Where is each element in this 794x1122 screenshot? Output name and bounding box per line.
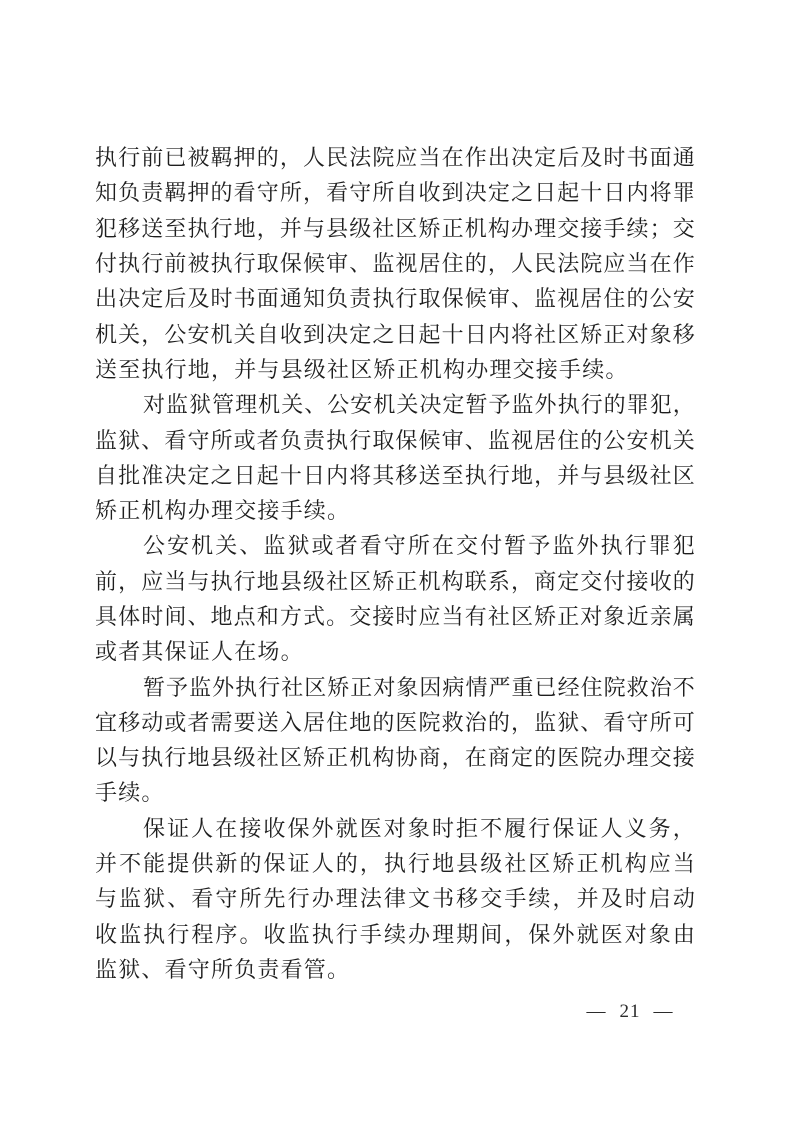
text-line: 付 执 行 前 被 执 行 取 保 候 审 、 监 视 居 住 的 ， 人 民 法 院 应 当 在 作	[95, 251, 695, 277]
text-line: 收 监 执 行 程 序 。 收 监 执 行 手 续 办 理 期 间 ， 保 外 就 医 对 象 由	[95, 921, 695, 947]
page-footer	[560, 1001, 700, 1023]
footer-dash-left: —	[586, 1001, 607, 1022]
text-line: 保 证 人 在 接 收 保 外 就 医 对 象 时 拒 不 履 行 保 证 人 义 务 ，	[143, 815, 695, 841]
text-line: 执 行 前 已 被 羁 押 的 ， 人 民 法 院 应 当 在 作 出 决 定 后 及 时 书 面 通	[95, 145, 695, 171]
text-line: 以 与 执 行 地 县 级 社 区 矫 正 机 构 协 商 ， 在 商 定 的 医 院 办 理 交 接	[95, 745, 695, 771]
footer-dash-right: —	[653, 1001, 674, 1022]
text-line: 矫正机构办理交接手续。	[95, 498, 351, 524]
text-line: 公 安 机 关 、 监 狱 或 者 看 守 所 在 交 付 暂 予 监 外 执 行 罪 犯	[143, 533, 695, 559]
text-line: 出 决 定 后 及 时 书 面 通 知 负 责 执 行 取 保 候 审 、 监 视 居 住 的 公 安	[95, 286, 695, 312]
text-line: 对 监 狱 管 理 机 关 、 公 安 机 关 决 定 暂 予 监 外 执 行 的 罪 犯 ，	[143, 392, 695, 418]
text-line: 或者其保证人在场。	[95, 639, 304, 665]
text-line: 犯 移 送 至 执 行 地 ， 并 与 县 级 社 区 矫 正 机 构 办 理 交 接 手 续 ； 交	[95, 215, 695, 241]
text-line: 送至执行地，并与县级社区矫正机构办理交接手续。	[95, 356, 629, 382]
text-line: 监 狱 、 看 守 所 或 者 负 责 执 行 取 保 候 审 、 监 视 居 住 的 公 安 机 关	[95, 427, 695, 453]
text-line: 手续。	[95, 780, 165, 806]
page-number: 21	[619, 1001, 641, 1022]
text-line: 与 监 狱 、 看 守 所 先 行 办 理 法 律 文 书 移 交 手 续 ， 并 及 时 启 动	[95, 886, 695, 912]
document-text	[95, 139, 695, 986]
text-line: 暂 予 监 外 执 行 社 区 矫 正 对 象 因 病 情 严 重 已 经 住 院 救 治 不	[143, 674, 695, 700]
text-line: 前 ， 应 当 与 执 行 地 县 级 社 区 矫 正 机 构 联 系 ， 商 定 交 付 接 收 的	[95, 568, 695, 594]
text-line: 自 批 准 决 定 之 日 起 十 日 内 将 其 移 送 至 执 行 地 ， 并 与 县 级 社 区	[95, 462, 695, 488]
text-line: 具 体 时 间 、 地 点 和 方 式 。 交 接 时 应 当 有 社 区 矫 正 对 象 近 亲 属	[95, 604, 695, 629]
text-line: 并 不 能 提 供 新 的 保 证 人 的 ， 执 行 地 县 级 社 区 矫 正 机 构 应 当	[95, 851, 695, 877]
text-line: 监狱、看守所负责看管。	[95, 956, 351, 982]
text-line: 知 负 责 羁 押 的 看 守 所 ， 看 守 所 自 收 到 决 定 之 日 起 十 日 内 将 罪	[95, 180, 695, 206]
text-line: 宜 移 动 或 者 需 要 送 入 居 住 地 的 医 院 救 治 的 ， 监 狱 、 看 守 所 可	[95, 709, 695, 735]
text-line: 机 关 ， 公 安 机 关 自 收 到 决 定 之 日 起 十 日 内 将 社 区 矫 正 对 象 移	[95, 321, 695, 347]
